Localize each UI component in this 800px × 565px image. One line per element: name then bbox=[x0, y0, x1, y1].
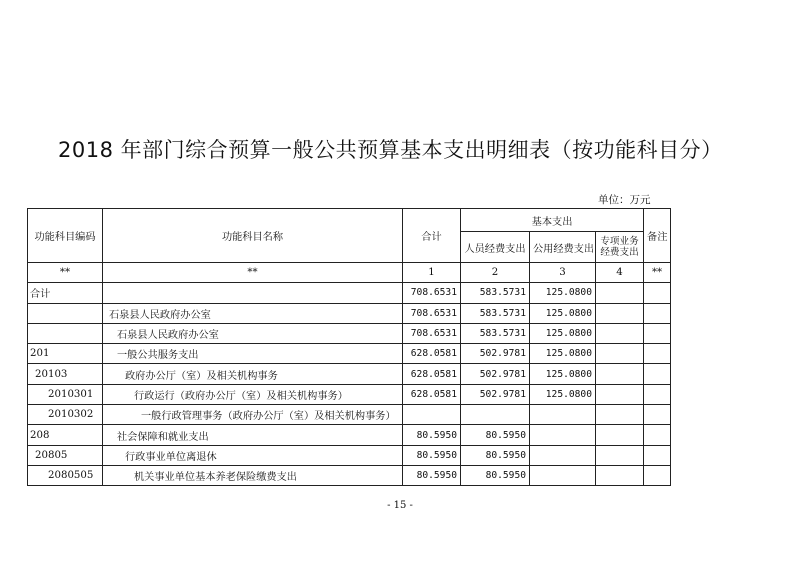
public-cell: 125.0800 bbox=[530, 283, 596, 303]
code-cell: 20103 bbox=[28, 364, 103, 384]
total-cell: 80.5950 bbox=[403, 465, 461, 485]
personnel-cell: 583.5731 bbox=[461, 323, 530, 343]
budget-table bbox=[27, 208, 671, 486]
special-cell bbox=[596, 344, 644, 364]
code-cell: 208 bbox=[28, 425, 103, 445]
code-cell bbox=[28, 303, 103, 323]
header-total: 合计 bbox=[403, 209, 461, 263]
total-cell: 80.5950 bbox=[403, 445, 461, 465]
index-cell: 3 bbox=[530, 263, 596, 283]
index-cell: ** bbox=[28, 263, 103, 283]
header-personnel: 人员经费支出 bbox=[461, 232, 530, 263]
public-cell: 125.0800 bbox=[530, 344, 596, 364]
personnel-cell: 583.5731 bbox=[461, 283, 530, 303]
special-cell bbox=[596, 384, 644, 404]
total-cell: 708.6531 bbox=[403, 283, 461, 303]
name-cell bbox=[103, 283, 403, 303]
personnel-cell: 80.5950 bbox=[461, 465, 530, 485]
header-special-line1: 专项业务 bbox=[600, 236, 639, 247]
index-cell: 4 bbox=[596, 263, 644, 283]
public-cell bbox=[530, 465, 596, 485]
page-number: - 15 - bbox=[387, 500, 413, 511]
code-cell: 2080505 bbox=[28, 465, 103, 485]
index-cell: ** bbox=[644, 263, 671, 283]
total-cell bbox=[403, 405, 461, 425]
document-title: 2018 年部门综合预算一般公共预算基本支出明细表（按功能科目分） bbox=[58, 138, 723, 162]
table-row bbox=[28, 384, 671, 404]
header-public: 公用经费支出 bbox=[530, 232, 596, 263]
public-cell: 125.0800 bbox=[530, 323, 596, 343]
remark-cell bbox=[644, 344, 671, 364]
unit-label: 单位：万元 bbox=[598, 194, 651, 206]
special-cell bbox=[596, 364, 644, 384]
public-cell: 125.0800 bbox=[530, 384, 596, 404]
special-cell bbox=[596, 465, 644, 485]
remark-cell bbox=[644, 303, 671, 323]
index-cell: 2 bbox=[461, 263, 530, 283]
public-cell bbox=[530, 425, 596, 445]
personnel-cell: 80.5950 bbox=[461, 445, 530, 465]
name-cell: 社会保障和就业支出 bbox=[103, 425, 403, 445]
personnel-cell: 502.9781 bbox=[461, 364, 530, 384]
header-basic: 基本支出 bbox=[461, 209, 644, 232]
remark-cell bbox=[644, 425, 671, 445]
personnel-cell bbox=[461, 405, 530, 425]
code-cell: 20805 bbox=[28, 445, 103, 465]
personnel-cell: 502.9781 bbox=[461, 344, 530, 364]
table-row bbox=[28, 364, 671, 384]
remark-cell bbox=[644, 465, 671, 485]
table-row bbox=[28, 425, 671, 445]
name-cell: 一般公共服务支出 bbox=[103, 344, 403, 364]
special-cell bbox=[596, 303, 644, 323]
header-remark: 备注 bbox=[644, 209, 671, 263]
special-cell bbox=[596, 323, 644, 343]
total-cell: 708.6531 bbox=[403, 303, 461, 323]
table-row bbox=[28, 445, 671, 465]
total-cell: 628.0581 bbox=[403, 364, 461, 384]
code-cell: 2010301 bbox=[28, 384, 103, 404]
total-cell: 708.6531 bbox=[403, 323, 461, 343]
public-cell bbox=[530, 405, 596, 425]
index-cell: ** bbox=[103, 263, 403, 283]
header-name: 功能科目名称 bbox=[103, 209, 403, 263]
name-cell: 政府办公厅（室）及相关机构事务 bbox=[103, 364, 403, 384]
code-cell: 201 bbox=[28, 344, 103, 364]
special-cell bbox=[596, 405, 644, 425]
code-cell: 合计 bbox=[28, 283, 103, 303]
remark-cell bbox=[644, 283, 671, 303]
remark-cell bbox=[644, 323, 671, 343]
table-row bbox=[28, 405, 671, 425]
table-row bbox=[28, 303, 671, 323]
table-row bbox=[28, 344, 671, 364]
name-cell: 行政运行（政府办公厅（室）及相关机构事务） bbox=[103, 384, 403, 404]
code-cell bbox=[28, 323, 103, 343]
table-row bbox=[28, 323, 671, 343]
personnel-cell: 583.5731 bbox=[461, 303, 530, 323]
public-cell bbox=[530, 445, 596, 465]
total-cell: 80.5950 bbox=[403, 425, 461, 445]
name-cell: 一般行政管理事务（政府办公厅（室）及相关机构事务） bbox=[103, 405, 403, 425]
name-cell: 石泉县人民政府办公室 bbox=[103, 323, 403, 343]
name-cell: 石泉县人民政府办公室 bbox=[103, 303, 403, 323]
special-cell bbox=[596, 283, 644, 303]
header-code: 功能科目编码 bbox=[28, 209, 103, 263]
public-cell: 125.0800 bbox=[530, 364, 596, 384]
remark-cell bbox=[644, 384, 671, 404]
personnel-cell: 502.9781 bbox=[461, 384, 530, 404]
header-row-1 bbox=[28, 209, 671, 232]
header-special bbox=[596, 232, 644, 263]
table-row bbox=[28, 465, 671, 485]
name-cell: 行政事业单位离退休 bbox=[103, 445, 403, 465]
name-cell: 机关事业单位基本养老保险缴费支出 bbox=[103, 465, 403, 485]
table-row bbox=[28, 283, 671, 303]
special-cell bbox=[596, 445, 644, 465]
public-cell: 125.0800 bbox=[530, 303, 596, 323]
index-cell: 1 bbox=[403, 263, 461, 283]
remark-cell bbox=[644, 445, 671, 465]
header-special-line2: 经费支出 bbox=[600, 247, 639, 258]
personnel-cell: 80.5950 bbox=[461, 425, 530, 445]
total-cell: 628.0581 bbox=[403, 344, 461, 364]
remark-cell bbox=[644, 364, 671, 384]
special-cell bbox=[596, 425, 644, 445]
total-cell: 628.0581 bbox=[403, 384, 461, 404]
code-cell: 2010302 bbox=[28, 405, 103, 425]
remark-cell bbox=[644, 405, 671, 425]
index-row bbox=[28, 263, 671, 283]
